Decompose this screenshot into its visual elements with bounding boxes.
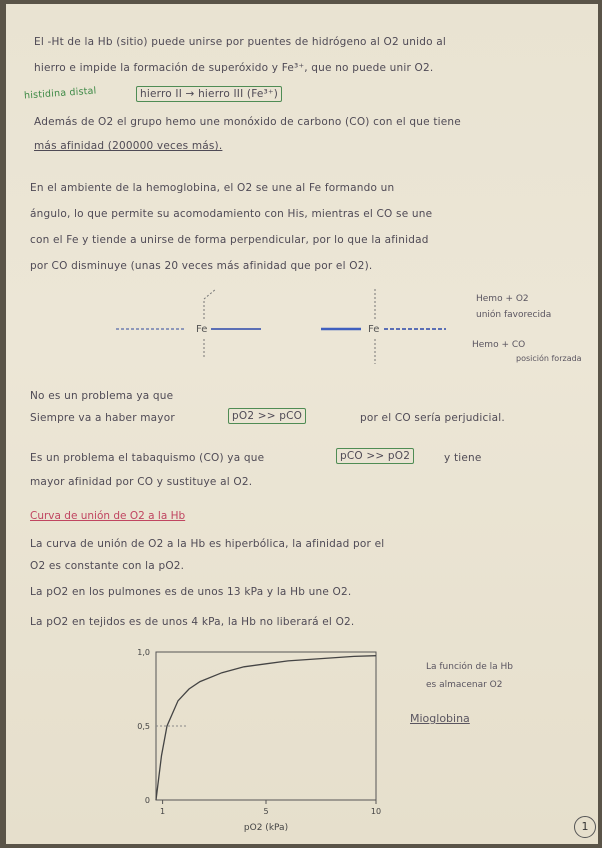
x-axis-label: pO2 (kPa) xyxy=(243,823,289,833)
boxed-equation: pO2 >> pCO xyxy=(228,408,306,424)
x-tick-label: 1 xyxy=(160,807,166,816)
fe-label-right: Fe xyxy=(368,324,380,335)
boxed-equation: hierro II → hierro III (Fe³⁺) xyxy=(136,86,282,102)
text-line: por CO disminuye (unas 20 veces más afinidad que por el O2). xyxy=(30,260,373,272)
chart-frame xyxy=(156,652,376,800)
diagram-note: Hemo + O2 xyxy=(476,294,529,304)
text-line: con el Fe y tiende a unirse de forma perpendicular, por lo que la afinidad xyxy=(30,234,429,246)
binding-curve xyxy=(156,656,376,800)
text-line: hierro e impide la formación de superóxido y Fe³⁺, que no puede unir O2. xyxy=(34,62,434,74)
text-line: Siempre va a haber mayor xyxy=(30,412,175,424)
section-title: Curva de unión de O2 a la Hb xyxy=(30,510,186,522)
boxed-equation: pCO >> pO2 xyxy=(336,448,414,464)
green-annotation: histidina distal xyxy=(23,85,97,102)
text-line: y tiene xyxy=(444,452,482,464)
text-line: El -Ht de la Hb (sitio) puede unirse por puentes de hidrógeno al O2 unido al xyxy=(34,36,447,48)
notebook-page xyxy=(6,4,598,844)
x-tick-label: 5 xyxy=(263,807,269,816)
y-tick-label: 1,0 xyxy=(137,648,150,657)
heme-binding-diagram xyxy=(86,284,506,374)
text-line: O2 es constante con la pO2. xyxy=(30,560,185,572)
o2-angle xyxy=(204,289,216,299)
y-tick-label: 0,5 xyxy=(137,722,150,731)
diagram-note: posición forzada xyxy=(516,354,582,363)
text-line: más afinidad (200000 veces más). xyxy=(34,140,223,152)
text-line: La pO2 en los pulmones es de unos 13 kPa y la Hb une O2. xyxy=(30,586,352,598)
page-number: 1 xyxy=(574,816,596,838)
y-tick-label: 0 xyxy=(144,796,150,805)
text-line: ángulo, lo que permite su acomodamiento con His, mientras el CO se une xyxy=(30,208,433,220)
text-line: No es un problema ya que xyxy=(30,390,174,402)
chart-note: Mioglobina xyxy=(410,712,470,725)
text-line: mayor afinidad por CO y sustituye al O2. xyxy=(30,476,253,488)
text-line: Es un problema el tabaquismo (CO) ya que xyxy=(30,452,265,464)
diagram-note: unión favorecida xyxy=(476,310,552,320)
fe-label-left: Fe xyxy=(196,324,208,335)
chart-note: es almacenar O2 xyxy=(426,680,503,690)
text-line: La curva de unión de O2 a la Hb es hiperbólica, la afinidad por el xyxy=(30,538,385,550)
text-line: La pO2 en tejidos es de unos 4 kPa, la Hb no liberará el O2. xyxy=(30,616,355,628)
diagram-note: Hemo + CO xyxy=(472,340,526,350)
oxygen-binding-chart xyxy=(116,644,406,834)
text-line: por el CO sería perjudicial. xyxy=(360,412,505,424)
text-line: Además de O2 el grupo hemo une monóxido de carbono (CO) con el que tiene xyxy=(34,116,461,128)
x-tick-label: 10 xyxy=(370,807,382,816)
chart-note: La función de la Hb xyxy=(426,662,513,672)
text-line: En el ambiente de la hemoglobina, el O2 se une al Fe formando un xyxy=(30,182,395,194)
